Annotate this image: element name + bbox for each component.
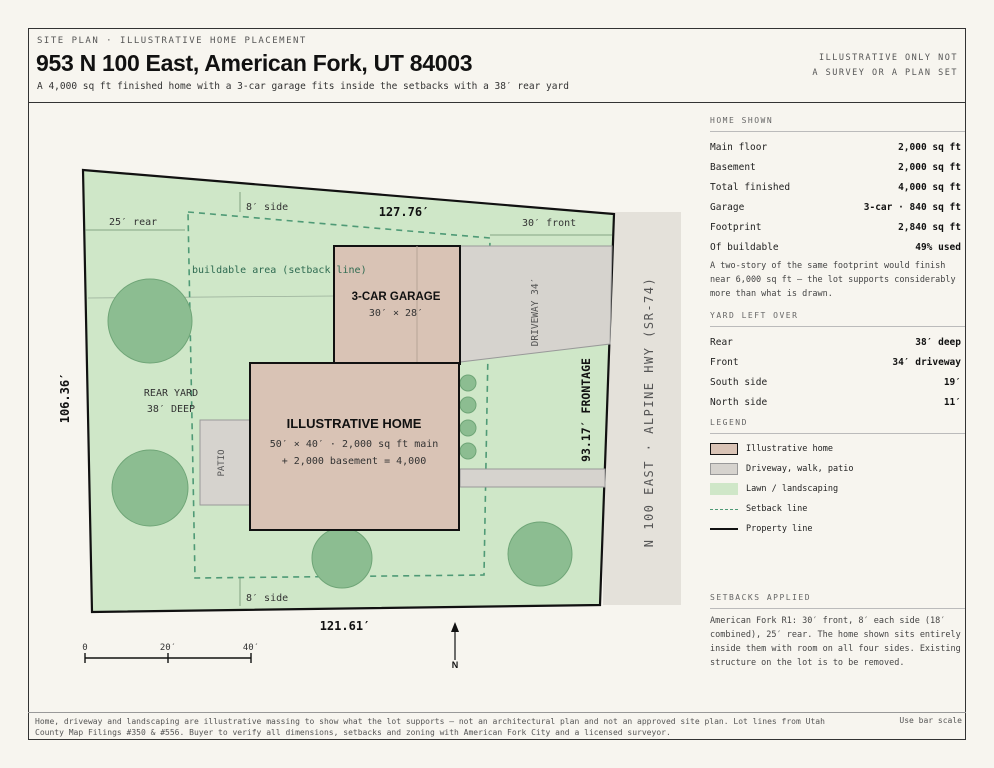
legend-item — [710, 439, 965, 459]
buildable-area-label: buildable area (setback line) — [192, 265, 367, 276]
frontage-dimension: 93.17′ FRONTAGE — [579, 358, 593, 462]
yard-row — [710, 372, 965, 392]
disclaimer: ILLUSTRATIVE ONLY NOT A SURVEY OR A PLAN SET — [812, 53, 958, 78]
yard-key: Rear — [710, 336, 733, 348]
legend-heading: LEGEND — [710, 418, 965, 434]
north-label: N — [451, 660, 459, 670]
yard-value: 11′ — [943, 396, 961, 408]
yard-row — [710, 352, 965, 372]
legend-label: Driveway, walk, patio — [746, 464, 854, 474]
stat-row — [710, 157, 965, 177]
stat-value: 4,000 sq ft — [898, 181, 961, 193]
yard-key: Front — [710, 356, 739, 368]
stat-value: 49% used — [915, 241, 961, 253]
legend-item — [710, 519, 965, 539]
legend-swatch-home — [710, 443, 738, 455]
patio-label: PATIO — [217, 449, 227, 477]
shrub — [460, 375, 476, 391]
yard-left-heading: YARD LEFT OVER — [710, 311, 965, 327]
setbacks-note: American Fork R1: 30′ front, 8′ each side (18′ combined), 25′ rear. The home shown sits entirely inside them with room on all four sides. Existing structure on the lot is to be removed. — [710, 616, 961, 668]
stat-value: 2,000 sq ft — [898, 141, 961, 153]
stat-key: Main floor — [710, 141, 768, 153]
yard-value: 19′ — [943, 376, 961, 388]
page-title: 953 N 100 East, American Fork, UT 84003 — [36, 50, 473, 76]
garage-title: 3-CAR GARAGE — [351, 291, 441, 303]
stat-row — [710, 217, 965, 237]
stat-key: Basement — [710, 161, 756, 173]
garage — [334, 246, 460, 364]
scale-label-40: 40′ — [242, 643, 260, 653]
legend-label: Setback line — [746, 504, 808, 514]
stat-key: Of buildable — [710, 241, 779, 253]
north-arrow-head-icon — [451, 622, 459, 632]
setbacks-heading: SETBACKS APPLIED — [710, 593, 965, 609]
tree — [112, 450, 188, 526]
legend-label: Illustrative home — [746, 444, 833, 454]
legend-swatch-property — [710, 528, 738, 530]
shrub — [460, 443, 476, 459]
stat-key: Garage — [710, 201, 745, 213]
side-setback-top: 8′ side — [246, 202, 289, 213]
stat-row — [710, 177, 965, 197]
yard-value: 34′ driveway — [892, 356, 961, 368]
home-title: ILLUSTRATIVE HOME — [286, 416, 422, 431]
shrub — [460, 420, 476, 436]
street-label: N 100 EAST · ALPINE HWY (SR-74) — [642, 276, 656, 548]
garage-dims: 30′ × 28′ — [368, 308, 424, 319]
yard-key: North side — [710, 396, 768, 408]
bottom-dimension: 121.61′ — [319, 619, 371, 633]
page-subtitle: A 4,000 sq ft finished home with a 3-car garage fits inside the setbacks with a 38′ rear yard — [37, 81, 569, 92]
yard-row — [710, 392, 965, 412]
tree — [108, 279, 192, 363]
scale-label-0: 0 — [82, 643, 88, 653]
legend-item — [710, 459, 965, 479]
scale-label-20: 20′ — [159, 643, 177, 653]
stat-value: 2,840 sq ft — [898, 221, 961, 233]
left-dimension: 106.36′ — [58, 372, 72, 424]
stat-row — [710, 137, 965, 157]
stat-value: 3-car · 840 sq ft — [863, 201, 961, 213]
info-panel — [710, 116, 965, 670]
stat-value: 2,000 sq ft — [898, 161, 961, 173]
footer-rule — [28, 712, 966, 713]
home-line-2: + 2,000 basement = 4,000 — [281, 456, 427, 467]
front-setback: 30′ front — [522, 218, 577, 229]
yard-key: South side — [710, 376, 768, 388]
stat-row — [710, 237, 965, 257]
legend-item — [710, 499, 965, 519]
rear-yard-label-1: REAR YARD — [143, 388, 199, 399]
walkway — [460, 469, 605, 487]
legend-swatch-lawn — [710, 483, 738, 495]
yard-value: 38′ deep — [915, 336, 961, 348]
side-setback-bottom: 8′ side — [246, 593, 289, 604]
legend-item — [710, 479, 965, 499]
stat-row — [710, 197, 965, 217]
home-shown-heading: HOME SHOWN — [710, 116, 965, 132]
footer-scale-note: Use bar scale — [899, 716, 962, 725]
rear-setback: 25′ rear — [109, 217, 158, 228]
legend-swatch-paving — [710, 463, 738, 475]
shrub — [460, 397, 476, 413]
tree — [508, 522, 572, 586]
legend-label: Property line — [746, 524, 813, 534]
home-line-1: 50′ × 40′ · 2,000 sq ft main — [269, 439, 439, 450]
legend-swatch-setback — [710, 509, 738, 510]
home-shown-note: A two-story of the same footprint would finish near 6,000 sq ft — the lot supports considerably more than what is drawn. — [710, 261, 956, 299]
rear-yard-label-2: 38′ DEEP — [146, 404, 196, 415]
footer-note: Home, driveway and landscaping are illustrative massing to show what the lot supports — not an architectural plan and not an approved site plan. Lot lines from Utah County Map Filings #350 & #556. Buyer to verify all dimensions, setbacks and zoning with American Fork City and a licensed surveyor. — [35, 717, 825, 737]
stat-key: Footprint — [710, 221, 762, 233]
legend-label: Lawn / landscaping — [746, 484, 839, 494]
driveway-label: DRIVEWAY 34′ — [530, 277, 541, 347]
stat-key: Total finished — [710, 181, 791, 193]
tree — [312, 528, 372, 588]
yard-row — [710, 332, 965, 352]
plan-kicker: SITE PLAN · ILLUSTRATIVE HOME PLACEMENT — [37, 36, 307, 46]
top-dimension: 127.76′ — [378, 205, 430, 219]
